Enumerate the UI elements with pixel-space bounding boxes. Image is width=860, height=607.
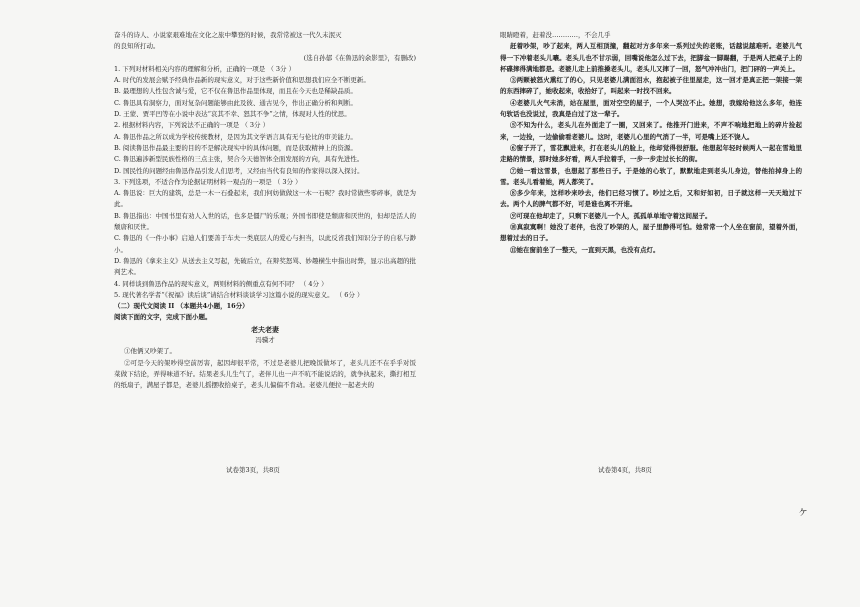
question-stem: 3. 下列选项，不适合作为论据证明材料一观点的一项是 （ 3分 ）	[114, 177, 302, 186]
paragraph: ⑥窗子开了，雪花飘进来，打在老头儿的脸上，他却觉得很舒服。他想起年轻时候两人一起在雪地里走路的情景，那时她多好看，两人手拉着手，一步一步走过长长的街。	[500, 143, 802, 164]
option: A. 时代的发展会赋予经典作品新的现实意义，对于这些新价值和思想我们应全不断更新。	[114, 76, 370, 85]
option: D. 王蒙、贾平凹等在小说中表达“哀其不幸、怒其不争”之情，体现对人性的忧思。	[114, 110, 351, 119]
paragraph: ④老婆儿火气未消，站在屋里，面对空空的屋子，一个人哭泣不止。她想，我嫁给他这么多年，他连句软话也没说过，我真是白过了这一辈子。	[500, 98, 802, 119]
option: C. 鲁迅遍涉新型民族性格的三点主张，契合今天德智体全面发展的方向，具有先进性。	[114, 155, 364, 164]
left-column	[114, 30, 416, 392]
text-line: 的良知所打动。	[114, 42, 160, 51]
option: D. 鲁迅的《拿来主义》从送去主义写起，先破后立，在辩奖怒骂、妙趣横生中指出时弊，显示出高超的批判艺术。	[114, 256, 416, 277]
pen-mark: ヶ	[797, 504, 810, 518]
option: B. 鲁迅指出：中国书里有劝人入世的话，也多是僵尸的乐观；外国书即使是颓唐和厌世的，但却是活人的颓唐和厌世。	[114, 211, 416, 232]
text-line: 眼睛瞪着，赶着没…………，不会几乎	[500, 31, 611, 39]
paragraph: ②可是今天的架吵得空前厉害，起因却很平常，不过是老婆儿把晚饭做坏了，老头儿还不在乎乎对饭菜做下结论，弄得味道不好。结果老头儿生气了，老伴儿也一声不吭不能说话的，就争执起来，撕打相互的纸扇子，满屋子都是，老婆儿摇摆收拾桌子，老头儿偏偏不肯动。老婆儿便拉一起老夫的	[114, 358, 416, 390]
section-instruction: 阅读下面的文字，完成下面小题。	[114, 313, 212, 322]
page-footer-left: 试卷第3页，共8页	[226, 466, 280, 474]
paragraph: ①他俩又吵架了。	[124, 347, 176, 356]
right-column	[500, 30, 802, 256]
paragraph: ⑪她在窗前坐了一整天，一直到天黑，也没有点灯。	[510, 245, 660, 254]
question-stem: 1. 下列对材料相关内容的理解和分析，正确的一项是 （ 3分 ）	[114, 64, 296, 73]
paragraph: ⑤不知为什么，老头儿在外面走了一圈，又回来了。他推开门进来，不声不响地把地上的碎片捡起来，一边捡，一边偷偷看老婆儿。这时，老婆儿心里的气消了一半，可是嘴上还不饶人。	[500, 121, 802, 141]
option: C. 鲁迅具有洞察力，面对复杂问题能够由此及彼、通古见今，作出正确分析和判断。	[114, 98, 357, 107]
text-line: 奋斗的诗人、小说家艰难地在文化之旅中攀登的时候，我常常被这一代久未泯灭	[114, 31, 342, 39]
question-stem: 5. 现代著名学者“《祝福》读后谈”请结合材料谈谈学习这篇小说的现实意义。 （ 6分 ）	[114, 290, 364, 299]
option: A. 鲁迅作品之所以成为学校传统教材，是因为其文学语言具有无与伦比的审美能力。	[114, 132, 357, 141]
page-footer-right: 试卷第4页，共8页	[598, 466, 652, 474]
source-citation: (选自孙郁《在鲁迅的余影里》，有删改)	[303, 53, 416, 62]
option: D. 国民性的问题经由鲁迅作品引发人们思考，又经由当代有良知的作家得以深入探讨。	[114, 166, 364, 175]
question-stem: 2. 根据材料内容，下列说法不正确的一项是 （ 3分 ）	[114, 121, 270, 130]
option: A. 鲁迅说：巨大的建筑，总是一木一石叠起来，我们何妨做做这一木一石呢？我时常做些零碎事，就是为此。	[114, 189, 416, 209]
question-stem: 4. 同样谈到鲁迅作品的现实意义，两则材料的侧重点有何不同？ （ 4分 ）	[114, 279, 328, 288]
paragraph: ⑧多少年来，这样吵来吵去，他们已经习惯了。吵过之后，又和好如初，日子就这样一天天地过下去。两个人的脾气都不好，可是谁也离不开谁。	[500, 189, 802, 209]
paragraph: ⑩真寂寞啊！她没了老伴，也没了吵架的人，屋子里静得可怕。她常常一个人坐在窗前，望着外面，想着过去的日子。	[500, 223, 802, 243]
paragraph: 赶着吵架，吵了起来，两人互相顶撞，翻起对方多年来一系列过失的老账，话越说越难听。老婆儿气得一下冲着老头儿嚷。老头儿也不甘示弱，回嘴说他怎么过下去，把脚盆一脚踢翻，于是两人把桌子上的杯碟摔得满地都是。老婆儿走上前推搡老头儿，老头儿又摔了一回，怒气冲冲出门，把门砰的一声关上。	[500, 42, 802, 73]
option: B. 阅读鲁迅作品最主要的目的不是解决现实中的具体问题，而是获取精神上的资源。	[114, 143, 357, 152]
story-title: 老夫老妻	[251, 324, 279, 334]
paragraph: ⑦她一看这雪景，也想起了那些日子。于是她的心软了，默默地走到老头儿身边，替他拍掉身上的雪。老头儿看着她，两人都笑了。	[500, 166, 802, 186]
paragraph: ③两颗被怒火熏红了的心，只见老婆儿满面泪水，抱起被子往里屋走，这一回才是真正把一架接一架的东西摔碎了，她收起来，收拾好了，叫起来一时找不回来。	[500, 76, 802, 96]
story-author: 冯骥才	[255, 336, 275, 345]
option: B. 最理想的人性包含诚与爱，它不仅在鲁迅作品里体现，而且在今天也是稀缺品质。	[114, 87, 357, 96]
section-heading: （二）现代文阅读 II （本题共4小题，16分）	[114, 302, 249, 311]
option: C. 鲁迅的《一件小事》启迪人们要善于车夫一类底层人的爱心与担当，以此反省我们知识分子的自私与渺小。	[114, 234, 416, 254]
paragraph: ⑨可现在他却走了，只剩下老婆儿一个人，孤孤单单地守着这间屋子。	[510, 211, 712, 220]
